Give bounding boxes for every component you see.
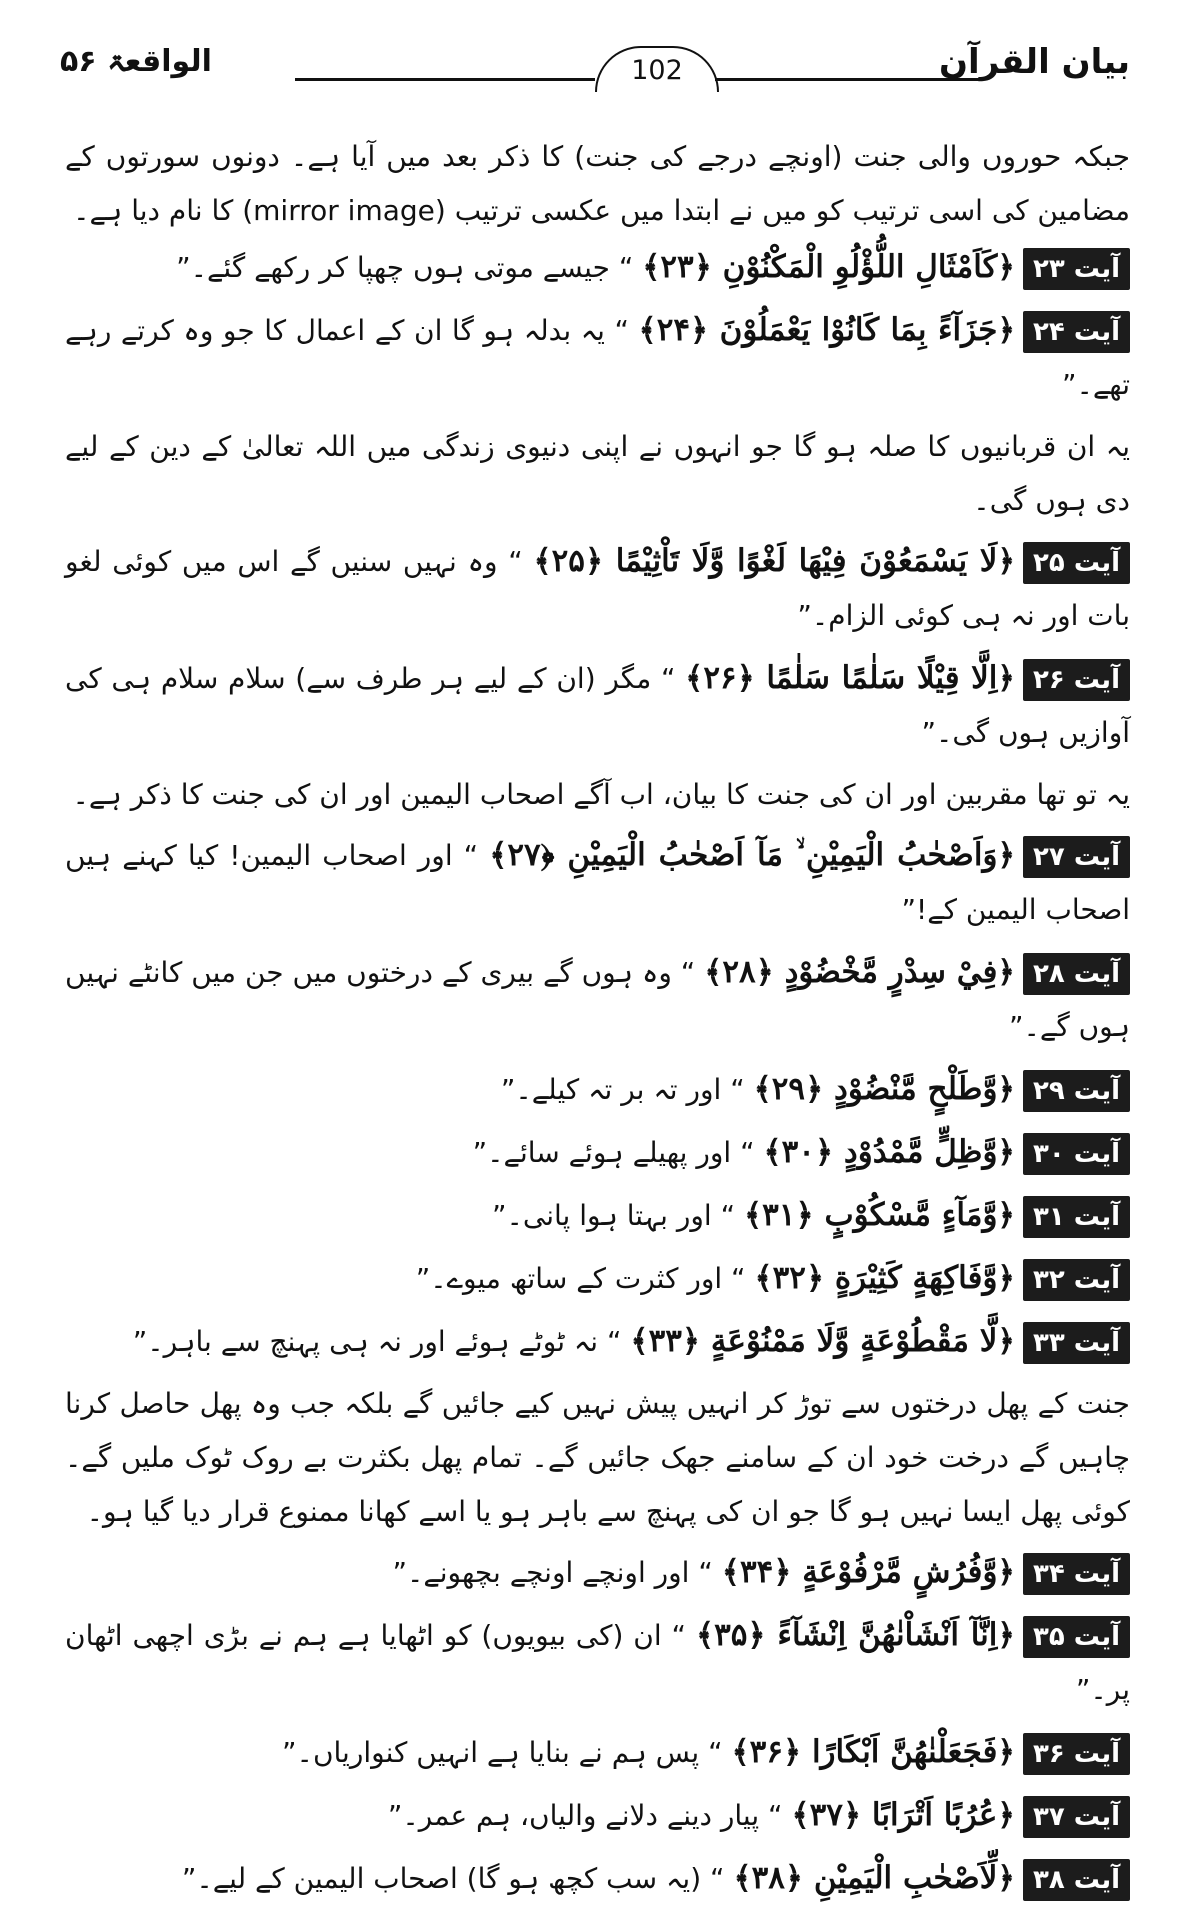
ayah-number-badge: آیت ۳۵ <box>1023 1616 1130 1658</box>
verse-translation: “ اور اصحاب الیمین! کیا کہنے ہیں اصحاب الیمین کے!” <box>65 839 1130 926</box>
ayah-number-badge: آیت ۳۴ <box>1023 1553 1130 1595</box>
arabic-verse: فِيْ سِدْرٍ مَّخْضُوْدٍ ﴿۲۸﴾ <box>704 954 998 990</box>
quran-bracket-open-icon: ﴿ <box>997 955 1015 990</box>
quran-bracket-open-icon: ﴿ <box>997 1198 1015 1233</box>
verse-translation: “ (یہ سب کچھ ہو گا) اصحاب الیمین کے لیے۔” <box>181 1862 725 1895</box>
ayah-37 <box>65 1788 1130 1843</box>
arabic-verse: اِلَّا قِيْلًا سَلٰمًا سَلٰمًا ﴿۲۶﴾ <box>685 660 998 696</box>
quran-bracket-open-icon: ﴿ <box>997 544 1016 579</box>
quran-bracket-open-icon: ﴿ <box>997 1735 1015 1770</box>
ayah-24 <box>65 303 1130 412</box>
ayah-31 <box>65 1188 1130 1243</box>
verse-translation: “ اور اونچے اونچے بچھونے۔” <box>392 1556 713 1589</box>
ayah-25 <box>65 534 1130 643</box>
arabic-verse: وَّظِلٍّ مَّمْدُوْدٍ ﴿۳۰﴾ <box>763 1134 998 1170</box>
arabic-verse: جَزَآءً بِمَا كَانُوْا يَعْمَلُوْنَ ﴿۲۴﴾ <box>638 312 998 348</box>
quran-bracket-open-icon: ﴿ <box>997 1618 1015 1653</box>
verse-translation: “ پیار دینے دلانے والیاں، ہم عمر۔” <box>387 1799 783 1832</box>
quran-bracket-open-icon: ﴿ <box>997 838 1016 873</box>
verse-translation: “ اور کثرت کے ساتھ میوے۔” <box>415 1262 746 1295</box>
quran-bracket-open-icon: ﴿ <box>997 1261 1015 1296</box>
ayah-29 <box>65 1062 1130 1117</box>
ayah-27 <box>65 828 1130 937</box>
ayah-36 <box>65 1725 1130 1780</box>
verse-translation: “ مگر (ان کے لیے ہر طرف سے) سلام سلام ہی کی آوازیں ہوں گی۔” <box>65 662 1130 749</box>
quran-bracket-open-icon: ﴿ <box>997 1555 1015 1590</box>
verse-translation: “ اور تہ بر تہ کیلے۔” <box>500 1073 745 1106</box>
ayah-number-badge: آیت ۳۸ <box>1023 1859 1130 1901</box>
arabic-verse: كَاَمْثَالِ اللُّؤْلُوِ الْمَكْنُوْنِ ﴿۲۳﴾ <box>642 249 998 285</box>
verse-translation: “ پس ہم نے بنایا ہے انہیں کنواریاں۔” <box>282 1736 723 1769</box>
ayah-28 <box>65 945 1130 1054</box>
paragraph: یہ تو تھا مقربین اور ان کی جنت کا بیان، اب آگے اصحاب الیمین اور ان کی جنت کا ذکر ہے۔ <box>72 778 1130 811</box>
verse-translation: “ یہ بدلہ ہو گا ان کے اعمال کا جو وہ کرتے رہے تھے۔” <box>65 314 1130 401</box>
quran-bracket-open-icon: ﴿ <box>997 250 1015 285</box>
ayah-32 <box>65 1251 1130 1306</box>
ayah-number-badge: آیت ۲۹ <box>1023 1070 1130 1112</box>
quran-bracket-open-icon: ﴿ <box>997 1798 1015 1833</box>
verse-translation: “ جیسے موتی ہوں چھپا کر رکھے گئے۔” <box>176 251 634 284</box>
arabic-verse: وَّفَاكِهَةٍ كَثِيْرَةٍ ﴿۳۲﴾ <box>754 1260 998 1296</box>
ayah-number-badge: آیت ۲۴ <box>1023 311 1130 353</box>
surah-title: الواقعۃ ۵۶ <box>60 44 212 79</box>
ayah-number-badge: آیت ۳۰ <box>1023 1133 1130 1175</box>
ayah-26 <box>65 651 1130 760</box>
ayah-30 <box>65 1125 1130 1180</box>
quran-bracket-open-icon: ﴿ <box>997 1324 1015 1359</box>
header-rule-right <box>715 78 980 81</box>
page-number: 102 <box>595 46 719 92</box>
ayah-35 <box>65 1608 1130 1717</box>
paragraph <box>65 130 1130 238</box>
ayah-number-badge: آیت ۳۱ <box>1023 1196 1130 1238</box>
quran-bracket-open-icon: ﴿ <box>997 1072 1015 1107</box>
ayah-number-badge: آیت ۲۷ <box>1023 836 1130 878</box>
book-title: بیان القرآن <box>939 42 1130 82</box>
arabic-verse: لَا يَسْمَعُوْنَ فِيْهَا لَغْوًا وَّلَا تَاْثِيْمًا ﴿۲۵﴾ <box>533 543 998 579</box>
ayah-number-badge: آیت ۲۳ <box>1023 248 1130 290</box>
paragraph-text-end: کا نام دیا ہے۔ <box>73 194 243 227</box>
page-header <box>60 40 1130 100</box>
paragraph: جنت کے پھل درختوں سے توڑ کر انہیں پیش نہیں کیے جائیں گے بلکہ جب وہ پھل حاصل کرنا چاہیں گے درخت خود ان کے سامنے جھک جائیں گے۔ تمام پھل بکثرت بے روک ٹوک ملیں گے۔ کوئی پھل ایسا نہیں ہو گا جو ان کی پہنچ سے باہر ہو یا اسے کھانا ممنوع قرار دیا گیا ہو۔ <box>65 1387 1130 1528</box>
verse-translation: “ ان (کی بیویوں) کو اٹھایا ہے ہم نے بڑی اچھی اٹھان پر۔” <box>65 1619 1130 1706</box>
arabic-verse: اِنَّآ اَنْشَاْنٰهُنَّ اِنْشَآءً ﴿۳۵﴾ <box>695 1617 998 1653</box>
paragraph-text: جبکہ حوروں والی جنت (اونچے درجے کی جنت) کا ذکر بعد میں آیا ہے۔ دونوں سورتوں کے مضامین کی اسی ترتیب کو میں نے ابتدا میں عکسی ترتیب <box>65 140 1130 227</box>
verse-translation: “ اور پھیلے ہوئے سائے۔” <box>472 1136 755 1169</box>
ayah-number-badge: آیت ۳۷ <box>1023 1796 1130 1838</box>
ayah-34 <box>65 1545 1130 1600</box>
arabic-verse: لِّاَصْحٰبِ الْيَمِيْنِ ﴿۳۸﴾ <box>733 1860 998 1896</box>
page-body <box>65 130 1130 1914</box>
arabic-verse: وَّفُرُشٍ مَّرْفُوْعَةٍ ﴿۳۴﴾ <box>721 1554 998 1590</box>
ayah-number-badge: آیت ۳۲ <box>1023 1259 1130 1301</box>
arabic-verse: وَاَصْحٰبُ الْيَمِيْنِ ۙ مَآ اَصْحٰبُ الْيَمِيْنِ ﴿۲۷﴾ <box>489 837 998 873</box>
verse-translation: “ اور بہتا ہوا پانی۔” <box>491 1199 736 1232</box>
quran-bracket-open-icon: ﴿ <box>997 1135 1015 1170</box>
quran-bracket-open-icon: ﴿ <box>997 1861 1015 1896</box>
arabic-verse: عُرُبًا اَتْرَابًا ﴿۳۷﴾ <box>791 1797 998 1833</box>
ayah-number-badge: آیت ۲۵ <box>1023 542 1130 584</box>
ayah-number-badge: آیت ۳۳ <box>1023 1322 1130 1364</box>
ayah-number-badge: آیت ۲۶ <box>1023 659 1130 701</box>
arabic-verse: لَّا مَقْطُوْعَةٍ وَّلَا مَمْنُوْعَةٍ ﴿۳۳﴾ <box>630 1323 998 1359</box>
ayah-33 <box>65 1314 1130 1369</box>
paragraph: یہ ان قربانیوں کا صلہ ہو گا جو انہوں نے اپنی دنیوی زندگی میں اللہ تعالیٰ کے دین کے لیے دی ہوں گی۔ <box>65 430 1130 517</box>
verse-translation: “ وہ نہیں سنیں گے اس میں کوئی لغو بات اور نہ ہی کوئی الزام۔” <box>65 545 1130 632</box>
quran-bracket-open-icon: ﴿ <box>997 661 1015 696</box>
verse-translation: “ وہ ہوں گے بیری کے درختوں میں جن میں کانٹے نہیں ہوں گے۔” <box>65 956 1130 1043</box>
arabic-verse: وَّطَلْحٍ مَّنْضُوْدٍ ﴿۲۹﴾ <box>753 1071 998 1107</box>
ayah-number-badge: آیت ۲۸ <box>1023 953 1130 995</box>
ayah-38 <box>65 1851 1130 1906</box>
ayah-number-badge: آیت ۳۶ <box>1023 1733 1130 1775</box>
arabic-verse: فَجَعَلْنٰهُنَّ اَبْكَارًا ﴿۳۶﴾ <box>731 1734 998 1770</box>
header-rule-left <box>295 78 595 81</box>
arabic-verse: وَّمَآءٍ مَّسْكُوْبٍ ﴿۳۱﴾ <box>744 1197 998 1233</box>
mirror-image-term: (mirror image) <box>242 194 446 227</box>
verse-translation: “ نہ ٹوٹے ہوئے اور نہ ہی پہنچ سے باہر۔” <box>132 1325 622 1358</box>
ayah-23 <box>65 240 1130 295</box>
quran-bracket-open-icon: ﴿ <box>997 313 1016 348</box>
